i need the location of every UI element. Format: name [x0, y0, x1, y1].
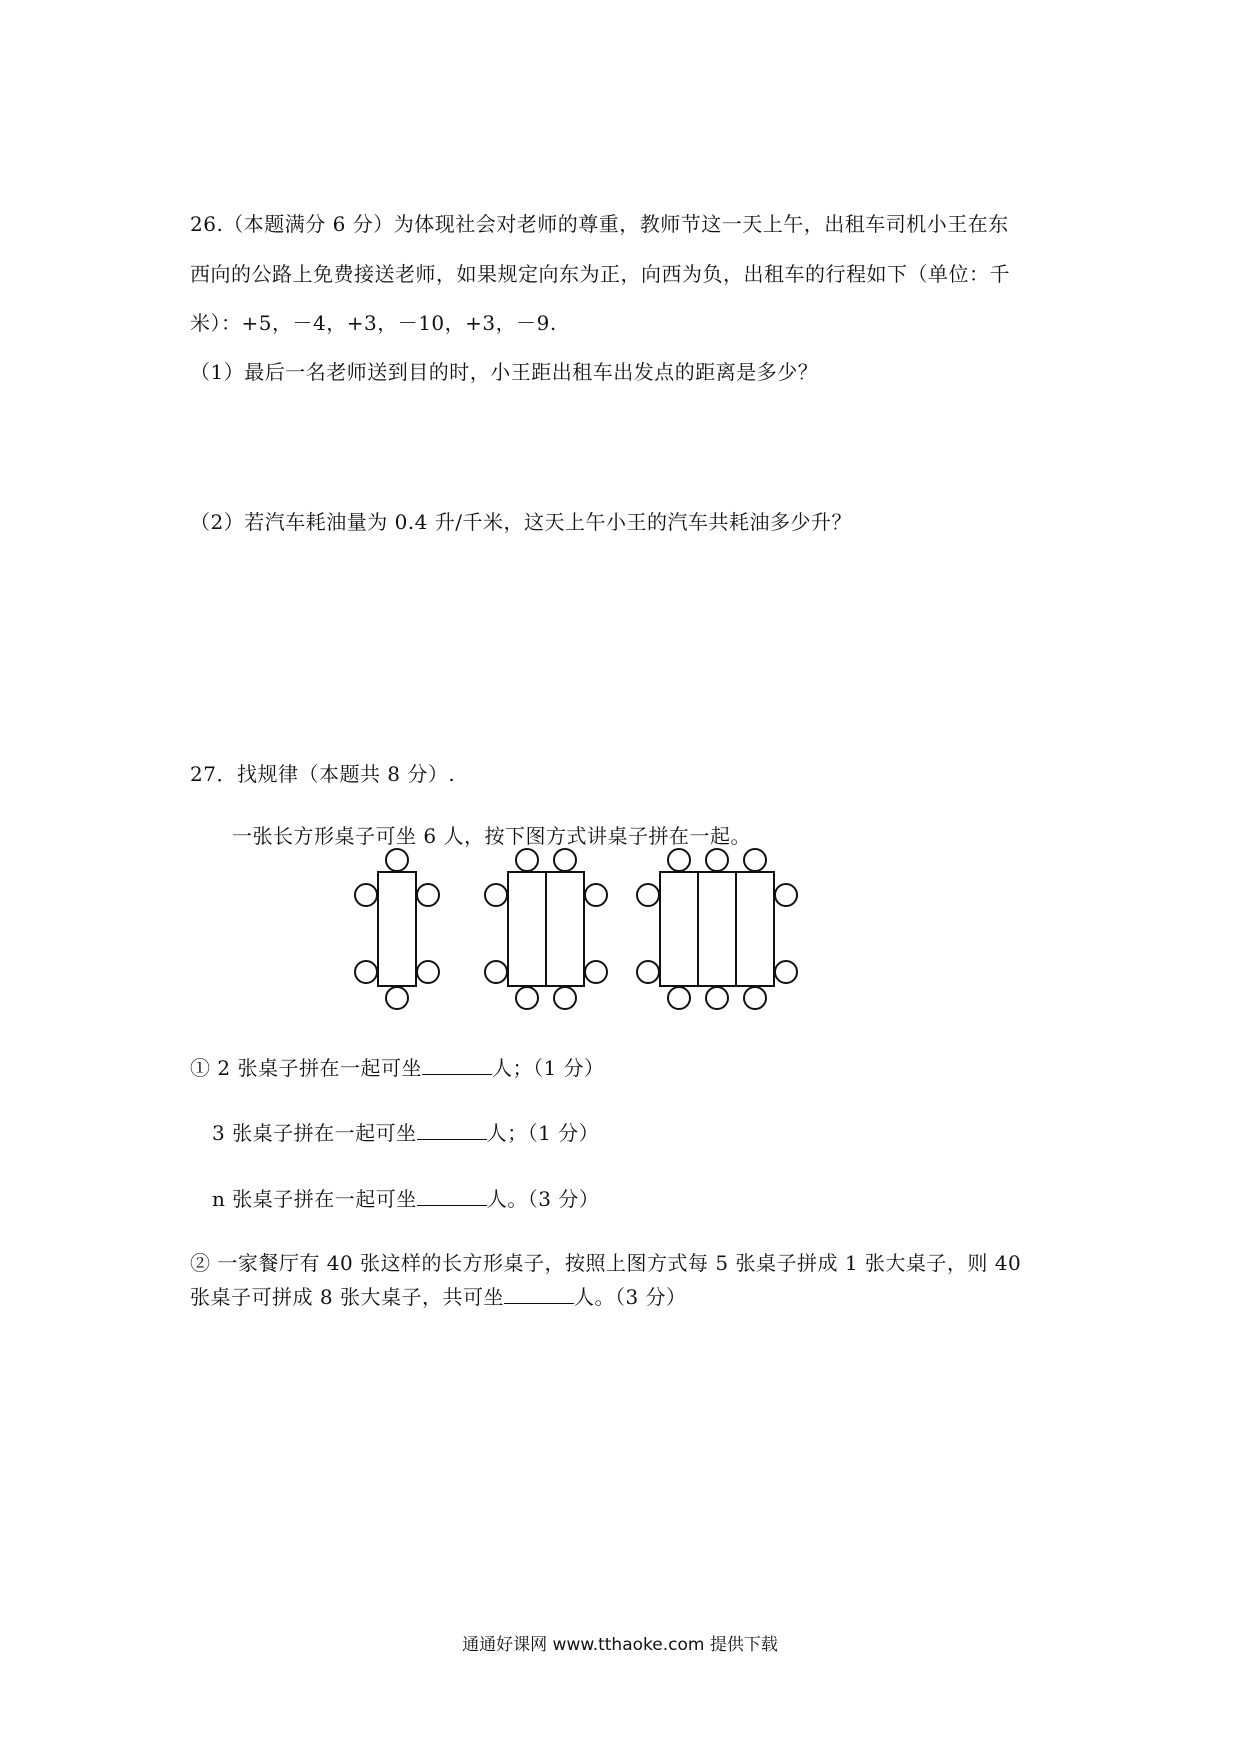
- table-1-rect: [378, 872, 416, 986]
- footer-credit: 通通好课网 www.tthaoke.com 提供下载: [462, 1635, 778, 1655]
- answer-blank[interactable]: [417, 1185, 487, 1206]
- q27-part1-b: [212, 1119, 599, 1147]
- seat: [355, 884, 377, 906]
- seat: [485, 961, 507, 983]
- q26-line-1: 26.（本题满分 6 分）为体现社会对老师的尊重，教师节这一天上午，出租车司机小王在东: [190, 212, 1009, 236]
- q27-part1-c-suffix: 人。（3 分）: [486, 1187, 600, 1211]
- seat: [386, 849, 408, 871]
- seat: [706, 987, 728, 1009]
- seat: [516, 849, 538, 871]
- table-group-3: [637, 849, 797, 1009]
- q27-part1-a-text: ① 2 张桌子拼在一起可坐: [190, 1056, 422, 1080]
- tables-figure: [350, 848, 810, 1018]
- seat: [637, 961, 659, 983]
- q27-part1-c-text: n 张桌子拼在一起可坐: [212, 1187, 417, 1211]
- table-group-1: [355, 849, 439, 1009]
- q26-subquestion-2: （2）若汽车耗油量为 0.4 升/千米，这天上午小王的汽车共耗油多少升？: [190, 510, 852, 534]
- q27-part2-line-2: [190, 1283, 687, 1311]
- seat: [744, 849, 766, 871]
- table-3c-rect: [736, 872, 774, 986]
- answer-blank[interactable]: [417, 1119, 487, 1140]
- q27-part2-text: 张桌子可拼成 8 张大桌子，共可坐: [190, 1285, 504, 1309]
- seat: [485, 884, 507, 906]
- q26-line-3: 米）：+5，－4，+3，－10，+3，－9.: [190, 311, 557, 335]
- q27-part1-b-suffix: 人；（1 分）: [486, 1121, 600, 1145]
- seat: [516, 987, 538, 1009]
- q26-subquestion-1: （1）最后一名老师送到目的时，小王距出租车出发点的距离是多少？: [190, 360, 819, 384]
- table-3a-rect: [660, 872, 698, 986]
- q27-part2-suffix: 人。（3 分）: [573, 1285, 687, 1309]
- seat: [744, 987, 766, 1009]
- seat: [386, 987, 408, 1009]
- q27-intro: 一张长方形桌子可坐 6 人，按下图方式讲桌子拼在一起。: [232, 824, 751, 848]
- seat: [417, 961, 439, 983]
- seat: [706, 849, 728, 871]
- seat: [355, 961, 377, 983]
- seat: [775, 884, 797, 906]
- seat: [637, 884, 659, 906]
- q27-part2-line-1: ② 一家餐厅有 40 张这样的长方形桌子，按照上图方式每 5 张桌子拼成 1 张大桌子，则 40: [190, 1251, 1022, 1275]
- answer-blank[interactable]: [422, 1054, 492, 1075]
- seat: [668, 849, 690, 871]
- seat: [554, 987, 576, 1009]
- seat: [417, 884, 439, 906]
- q27-part1-b-text: 3 张桌子拼在一起可坐: [212, 1121, 417, 1145]
- answer-blank[interactable]: [504, 1283, 574, 1304]
- q26-line-2: 西向的公路上免费接送老师，如果规定向东为正，向西为负，出租车的行程如下（单位：千: [190, 262, 1010, 286]
- q27-part1-a: [190, 1054, 605, 1082]
- seat: [554, 849, 576, 871]
- q27-title: 27．找规律（本题共 8 分）.: [190, 762, 456, 786]
- seat: [668, 987, 690, 1009]
- table-3b-rect: [698, 872, 736, 986]
- seat: [585, 961, 607, 983]
- q27-part1-c: [212, 1185, 599, 1213]
- table-2b-rect: [546, 872, 584, 986]
- table-group-2: [485, 849, 607, 1009]
- seat: [775, 961, 797, 983]
- table-2a-rect: [508, 872, 546, 986]
- seat: [585, 884, 607, 906]
- q27-part1-a-suffix: 人；（1 分）: [491, 1056, 605, 1080]
